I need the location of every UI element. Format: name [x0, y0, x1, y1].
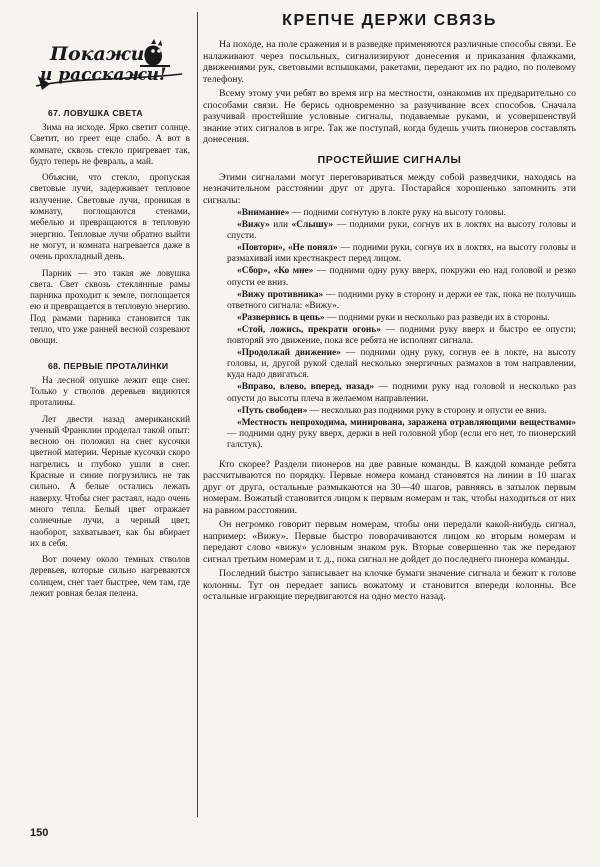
signal-description: — подними согнутую в локте руку на высоту головы. — [289, 208, 506, 218]
signal-description: — подними одну руку, согнув ее в локте, на высоту головы, и, другой рукой сделай несколько энергичных размахов в том направлении, куда надо двигаться. — [227, 348, 576, 381]
article-title: КРЕПЧЕ ДЕРЖИ СВЯЗЬ — [282, 12, 497, 29]
signal-item — [227, 348, 576, 381]
show-and-tell-logo — [30, 28, 190, 96]
left-column — [30, 28, 190, 599]
signal-term: «Повтори», «Не понял» — [237, 243, 338, 254]
signal-item — [227, 208, 576, 219]
main-article — [203, 12, 576, 603]
signal-item — [227, 406, 576, 417]
signal-description: — подними одну руку вверх, держи в ней головной убор (если его нет, то пионерский галстук). — [227, 428, 576, 450]
signal-term: «Сбор», «Ко мне» — [237, 266, 314, 277]
signal-description: — подними руку в сторону и держи ее так, пока не получишь ответного сигнала: «Вижу». — [227, 289, 576, 311]
signals-list — [203, 208, 576, 451]
section-title: 68. ПЕРВЫЕ ПРОТАЛИНКИ — [48, 360, 169, 371]
paragraph: Последний быстро записывает на клочке бумаги значение сигнала и бежит к голове колонны. Тут он передает запись вожатому и становится впереди колонны. Все остальные играющие передвигаются на одно место назад. — [203, 568, 576, 603]
signal-description: или — [269, 220, 292, 231]
signal-description: — подними одну руку вверх, покружи ею над головой и резко опусти ее вниз. — [227, 266, 576, 288]
section-68 — [30, 361, 190, 600]
paragraph: Объясни, что стекло, пропуская световые лучи, задерживает тепловое излучение. Световые лучи, проникая в комнату, поглощаются стенами, мебелью и превращаются в тепловую энергию. Тепловые лучи обратно выйти не могут, и комната нагревается даже в очень прохладный день. — [30, 172, 190, 262]
signal-item — [227, 325, 576, 347]
signal-term: «Вижу» — [237, 220, 270, 231]
paragraph: Вот почему около темных стволов деревьев, которые сильно нагреваются солнцем, снег тает быстрее, чем там, где лежит ровная белая пелена. — [30, 554, 190, 598]
paragraph: Всему этому учи ребят во время игр на местности, ознакомив их предварительно со способами связи. Не берись одновременно за разучивание всех способов. Сначала разучивай простейшие условные сигналы, подаваемые руками, и усовершенствуй знание этих сигналов в игре. Так же поступай, когда будешь учить пионеров составлять донесения. — [203, 88, 576, 145]
paragraph: На лесной опушке лежит еще снег. Только у стволов деревьев видиются проталины. — [30, 374, 190, 408]
signal-item — [227, 313, 576, 324]
signal-term: «Путь свободен» — [237, 405, 308, 416]
signal-term: «Внимание» — [237, 208, 290, 218]
signal-item — [227, 290, 576, 312]
signal-term: «Вправо, влево, вперед, назад» — [237, 382, 375, 393]
signal-item — [227, 382, 576, 404]
paragraph: Лет двести назад американский ученый Франклин проделал такой опыт: весною он положил на снег кусочки цветной материи. Черные кусочки скоро нагрелись и глубоко ушли в снег. Красные и синие погрузились не так сильно. А белые остались лежать наверху. Чтобы снег растаял, надо очень много тепла. Белый цвет отражает солнечные лучи, а черный цвет, наоборот, захватывает, как бы вбирает их в себя. — [30, 413, 190, 548]
signal-description: — подними руки, согнув их в локтях на высоту головы и спусти. — [227, 220, 576, 242]
section-title: 67. ЛОВУШКА СВЕТА — [48, 108, 143, 118]
paragraph: Кто скорее? Раздели пионеров на две равные команды. В каждой команде ребята рассчитываются по порядку. Первые номера команд становятся на линии в 10 шагах друг от друга, остальные размыкаются на 30—40 шагов, равняясь в затылок первым номерам. Вожатый становится лицом к первым номерам и так, чтобы находиться от них на равном расстоянии. — [203, 458, 576, 516]
signal-description: — подними руку над головой и несколько раз опусти до высоты плеча в желаемом направлении. — [227, 382, 576, 404]
signal-description: — подними руку вверх и быстро ее опусти; повторяй это движение, пока все ребята не исполнят сигнала. — [227, 324, 576, 347]
paragraph: Этими сигналами могут переговариваться между собой разведчики, находясь на незначительном расстоянии друг от друга. Постарайся хорошенько запомнить эти сигналы: — [203, 171, 576, 206]
signal-description: — подними руки и несколько раз разведи их в стороны. — [324, 312, 550, 323]
paragraph: Он негромко говорит первым номерам, чтобы они передали какой-нибудь сигнал, например: «Вижу». Первые быстро поворачиваются лицом ко вторым номерам и передают слово «вижу» условным знаком рук. Вторые совершенно так же передают сигнал третьим номерам и т. д., пока сигнал не дойдет до последнего пионера команды. — [203, 519, 576, 565]
signal-item — [227, 266, 576, 288]
signal-term: «Местность непроходима, минирована, заражена отравляющими веществами» — [237, 417, 576, 428]
paragraph: Парник — это такая же ловушка света. Свет сквозь стеклянные рамы парника проходит к земле, поглощается ею и превращается в тепловую энергию. Под рамами парника становится так тепло, что уже ранней весной созревают овощи. — [30, 267, 190, 346]
signal-item — [227, 418, 576, 451]
logo-line-1: Покажи — [50, 43, 145, 65]
column-divider — [197, 12, 198, 817]
paragraph: На походе, на поле сражения и в разведке применяются различные способы связи. Ее налаживают через посыльных, сигнализируют донесения и приказания флажками, движениями рук, световыми вспышками, ракетами, передают их по радио, по полевому телефону. — [203, 39, 576, 85]
signal-term: «Стой, ложись, прекрати огонь» — [237, 324, 381, 335]
signal-item — [227, 243, 576, 265]
logo-line-2: и расскажи! — [40, 65, 167, 85]
signal-term: «Вижу противника» — [237, 289, 324, 300]
signal-term: «Развернись в цепь» — [237, 312, 325, 323]
section-67 — [30, 108, 190, 347]
signal-description: — подними руки, согнув их в локтях, на высоту головы и размахивай ими крестнакрест перед лицом. — [227, 243, 576, 265]
signal-term: «Слышу» — [291, 220, 334, 231]
signal-description: — несколько раз подними руку в сторону и опусти ее вниз. — [307, 405, 547, 416]
paragraph: Зима на исходе. Ярко светит солнце. Светит, но греет еще слабо. А вот в комнате, сквозь стекло пригревает так, будто теперь не февраль, а май. — [30, 122, 190, 166]
section-subtitle: ПРОСТЕЙШИЕ СИГНАЛЫ — [317, 153, 462, 166]
page-number: 150 — [30, 827, 49, 839]
signal-item — [227, 220, 576, 242]
signal-term: «Продолжай движение» — [237, 348, 341, 359]
